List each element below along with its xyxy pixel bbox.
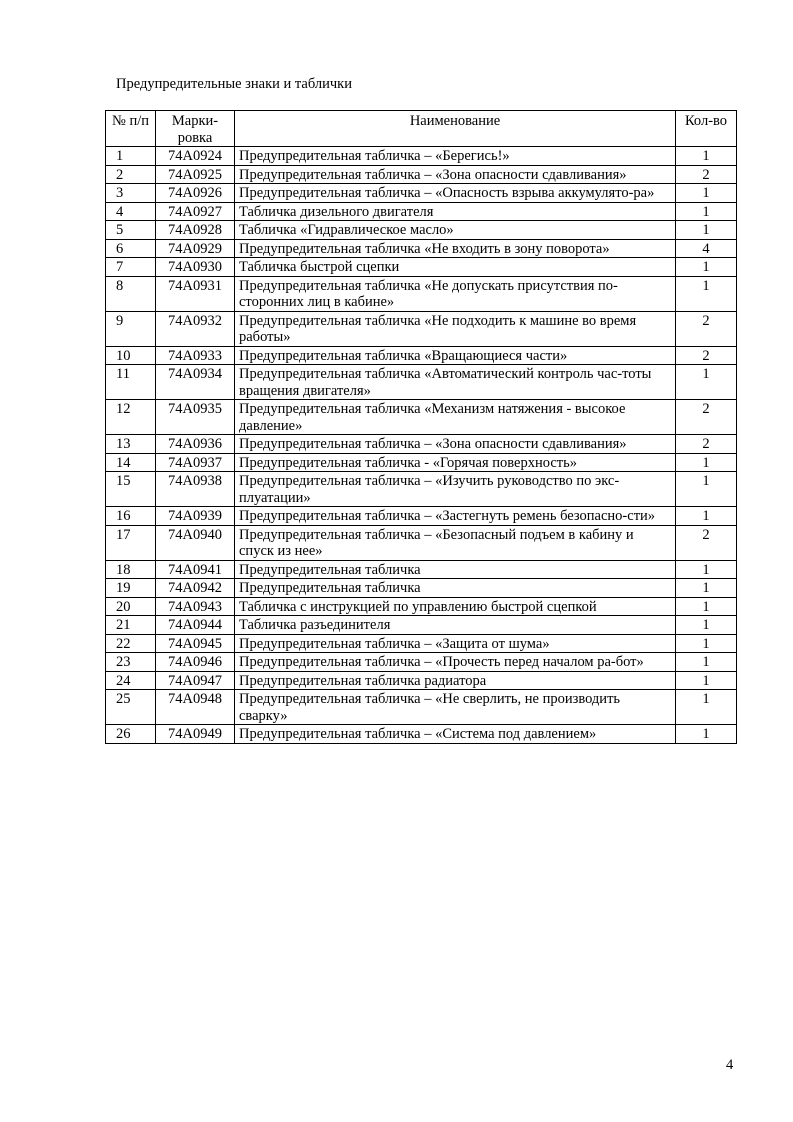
cell-num: 24: [106, 671, 156, 690]
cell-name: Предупредительная табличка – «Зона опасности сдавливания»: [235, 165, 676, 184]
page-number: 4: [726, 1057, 734, 1073]
cell-qty: 1: [676, 184, 737, 203]
cell-qty: 1: [676, 276, 737, 311]
cell-code: 74A0937: [156, 453, 235, 472]
cell-num: 9: [106, 311, 156, 346]
cell-qty: 1: [676, 616, 737, 635]
cell-qty: 2: [676, 311, 737, 346]
cell-name: Табличка с инструкцией по управлению быстрой сцепкой: [235, 597, 676, 616]
cell-num: 14: [106, 453, 156, 472]
cell-qty: 2: [676, 525, 737, 560]
cell-qty: 1: [676, 653, 737, 672]
cell-name: Предупредительная табличка «Не входить в зону поворота»: [235, 239, 676, 258]
table-row: [106, 616, 737, 635]
cell-num: 3: [106, 184, 156, 203]
cell-name: Предупредительная табличка – «Берегись!»: [235, 147, 676, 166]
cell-num: 13: [106, 435, 156, 454]
cell-name: Предупредительная табличка – «Застегнуть ремень безопасно-сти»: [235, 507, 676, 526]
cell-qty: 1: [676, 365, 737, 400]
cell-num: 20: [106, 597, 156, 616]
cell-qty: 1: [676, 579, 737, 598]
cell-name: Табличка дизельного двигателя: [235, 202, 676, 221]
cell-name: Табличка «Гидравлическое масло»: [235, 221, 676, 240]
table-row: [106, 472, 737, 507]
header-qty: Кол-во: [676, 111, 737, 147]
cell-num: 4: [106, 202, 156, 221]
cell-code: 74A0941: [156, 560, 235, 579]
cell-num: 23: [106, 653, 156, 672]
cell-code: 74A0940: [156, 525, 235, 560]
cell-name: Предупредительная табличка – «Безопасный подъем в кабину и спуск из нее»: [235, 525, 676, 560]
cell-name: Предупредительная табличка – «Зона опасности сдавливания»: [235, 435, 676, 454]
cell-name: Предупредительная табличка «Вращающиеся части»: [235, 346, 676, 365]
cell-code: 74A0932: [156, 311, 235, 346]
cell-code: 74A0943: [156, 597, 235, 616]
cell-code: 74A0931: [156, 276, 235, 311]
cell-qty: 1: [676, 597, 737, 616]
cell-code: 74A0936: [156, 435, 235, 454]
cell-code: 74A0929: [156, 239, 235, 258]
table-row: [106, 634, 737, 653]
cell-num: 1: [106, 147, 156, 166]
cell-qty: 1: [676, 147, 737, 166]
cell-qty: 1: [676, 671, 737, 690]
cell-code: 74A0939: [156, 507, 235, 526]
table-row: [106, 239, 737, 258]
table-row: [106, 400, 737, 435]
cell-qty: 2: [676, 435, 737, 454]
cell-num: 2: [106, 165, 156, 184]
table-row: [106, 258, 737, 277]
cell-name: Предупредительная табличка: [235, 579, 676, 598]
header-num: № п/п: [106, 111, 156, 147]
cell-num: 16: [106, 507, 156, 526]
table-row: [106, 579, 737, 598]
cell-code: 74A0930: [156, 258, 235, 277]
table-row: [106, 435, 737, 454]
cell-code: 74A0924: [156, 147, 235, 166]
cell-num: 7: [106, 258, 156, 277]
cell-name: Предупредительная табличка «Автоматический контроль час-тоты вращения двигателя»: [235, 365, 676, 400]
table-row: [106, 165, 737, 184]
cell-num: 11: [106, 365, 156, 400]
table-row: [106, 276, 737, 311]
cell-code: 74A0927: [156, 202, 235, 221]
table-row: [106, 725, 737, 744]
table-row: [106, 690, 737, 725]
cell-qty: 2: [676, 165, 737, 184]
cell-code: 74A0947: [156, 671, 235, 690]
cell-code: 74A0933: [156, 346, 235, 365]
cell-code: 74A0928: [156, 221, 235, 240]
table-row: [106, 453, 737, 472]
cell-qty: 2: [676, 400, 737, 435]
signs-table: [105, 110, 737, 744]
table-row: [106, 653, 737, 672]
table-row: [106, 507, 737, 526]
cell-code: 74A0945: [156, 634, 235, 653]
cell-num: 15: [106, 472, 156, 507]
cell-num: 19: [106, 579, 156, 598]
cell-code: 74A0938: [156, 472, 235, 507]
header-code: Марки-ровка: [156, 111, 235, 147]
table-row: [106, 597, 737, 616]
cell-code: 74A0942: [156, 579, 235, 598]
table-row: [106, 184, 737, 203]
table-row: [106, 346, 737, 365]
cell-num: 18: [106, 560, 156, 579]
cell-num: 10: [106, 346, 156, 365]
cell-code: 74A0948: [156, 690, 235, 725]
cell-code: 74A0935: [156, 400, 235, 435]
table-row: [106, 365, 737, 400]
cell-code: 74A0949: [156, 725, 235, 744]
cell-qty: 1: [676, 725, 737, 744]
cell-num: 25: [106, 690, 156, 725]
cell-code: 74A0934: [156, 365, 235, 400]
cell-qty: 1: [676, 560, 737, 579]
cell-qty: 1: [676, 690, 737, 725]
cell-name: Предупредительная табличка - «Горячая поверхность»: [235, 453, 676, 472]
cell-code: 74A0944: [156, 616, 235, 635]
table-row: [106, 221, 737, 240]
cell-name: Предупредительная табличка – «Опасность взрыва аккумулято-ра»: [235, 184, 676, 203]
cell-num: 26: [106, 725, 156, 744]
cell-num: 12: [106, 400, 156, 435]
cell-code: 74A0946: [156, 653, 235, 672]
table-row: [106, 311, 737, 346]
cell-name: Предупредительная табличка – «Не сверлить, не производить сварку»: [235, 690, 676, 725]
cell-name: Предупредительная табличка – «Изучить руководство по экс-плуатации»: [235, 472, 676, 507]
cell-qty: 1: [676, 507, 737, 526]
table-row: [106, 525, 737, 560]
cell-name: Предупредительная табличка «Не подходить к машине во время работы»: [235, 311, 676, 346]
cell-name: Табличка разъединителя: [235, 616, 676, 635]
table-row: [106, 147, 737, 166]
cell-name: Табличка быстрой сцепки: [235, 258, 676, 277]
cell-name: Предупредительная табличка «Механизм натяжения - высокое давление»: [235, 400, 676, 435]
cell-num: 22: [106, 634, 156, 653]
cell-qty: 1: [676, 634, 737, 653]
cell-num: 8: [106, 276, 156, 311]
cell-name: Предупредительная табличка «Не допускать присутствия по-сторонних лиц в кабине»: [235, 276, 676, 311]
table-row: [106, 671, 737, 690]
table-row: [106, 560, 737, 579]
cell-qty: 1: [676, 472, 737, 507]
cell-qty: 1: [676, 202, 737, 221]
cell-name: Предупредительная табличка – «Защита от шума»: [235, 634, 676, 653]
page-title: Предупредительные знаки и таблички: [116, 76, 352, 92]
cell-num: 6: [106, 239, 156, 258]
cell-qty: 2: [676, 346, 737, 365]
cell-qty: 1: [676, 258, 737, 277]
cell-qty: 1: [676, 453, 737, 472]
cell-qty: 1: [676, 221, 737, 240]
cell-name: Предупредительная табличка радиатора: [235, 671, 676, 690]
cell-code: 74A0925: [156, 165, 235, 184]
header-name: Наименование: [235, 111, 676, 147]
cell-code: 74A0926: [156, 184, 235, 203]
cell-name: Предупредительная табличка: [235, 560, 676, 579]
table-row: [106, 202, 737, 221]
cell-qty: 4: [676, 239, 737, 258]
cell-name: Предупредительная табличка – «Система под давлением»: [235, 725, 676, 744]
cell-num: 17: [106, 525, 156, 560]
cell-num: 5: [106, 221, 156, 240]
cell-num: 21: [106, 616, 156, 635]
cell-name: Предупредительная табличка – «Прочесть перед началом ра-бот»: [235, 653, 676, 672]
table-header-row: [106, 111, 737, 147]
